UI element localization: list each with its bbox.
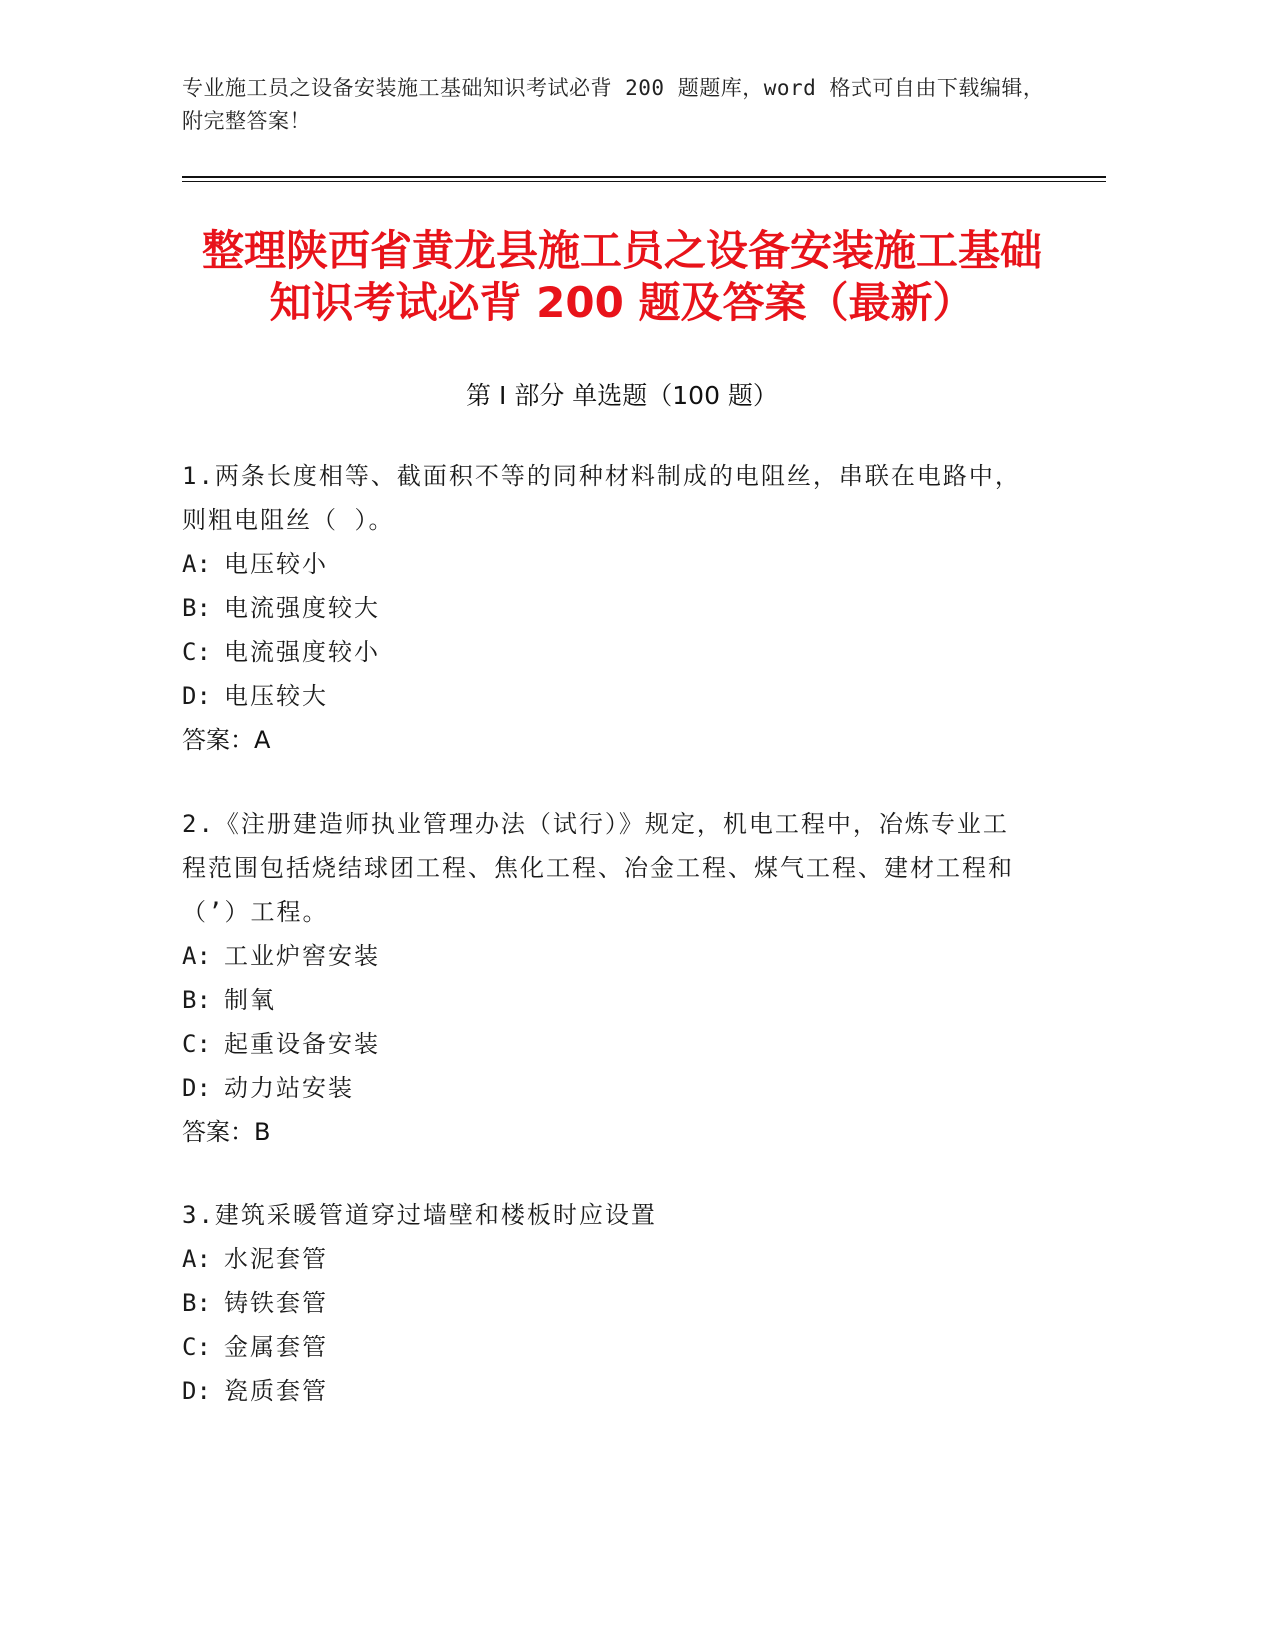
- answer: 答案：A: [182, 726, 271, 754]
- option-a: [182, 542, 1022, 586]
- option-d: [182, 1369, 1022, 1413]
- option-letter: B:: [182, 1289, 211, 1317]
- question-stem: 2.《注册建造师执业管理办法（试行）》规定，机电工程中，冶炼专业工程范围包括烧结球团工程、焦化工程、冶金工程、煤气工程、建材工程和（’）工程。: [182, 810, 1014, 926]
- option-b: [182, 978, 1022, 1022]
- option-text: 电压较大: [224, 682, 328, 710]
- header-divider-thin: [182, 181, 1106, 182]
- option-text: 工业炉窖安装: [224, 942, 380, 970]
- option-c: [182, 1325, 1022, 1369]
- option-letter: D:: [182, 1074, 211, 1102]
- question-stem: 1.两条长度相等、截面积不等的同种材料制成的电阻丝，串联在电路中，则粗电阻丝（ ）。: [182, 462, 1021, 534]
- option-letter: A:: [182, 550, 211, 578]
- option-letter: A:: [182, 942, 211, 970]
- option-text: 制氧: [224, 986, 276, 1014]
- option-text: 动力站安装: [224, 1074, 354, 1102]
- question-2: [182, 802, 1022, 1154]
- document-title: 整理陕西省黄龙县施工员之设备安装施工基础知识考试必背 200 题及答案（最新）: [201, 226, 1042, 327]
- option-letter: B:: [182, 594, 211, 622]
- option-text: 铸铁套管: [224, 1289, 328, 1317]
- option-letter: A:: [182, 1245, 211, 1273]
- option-d: [182, 1066, 1022, 1110]
- option-d: [182, 674, 1022, 718]
- option-letter: C:: [182, 1333, 211, 1361]
- option-b: [182, 586, 1022, 630]
- option-letter: D:: [182, 682, 211, 710]
- answer: 答案：B: [182, 1118, 271, 1146]
- header-note: 专业施工员之设备安装施工基础知识考试必背 200 题题库，word 格式可自由下载编辑，附完整答案！: [182, 76, 1045, 133]
- option-text: 瓷质套管: [224, 1377, 328, 1405]
- option-text: 电压较小: [224, 550, 328, 578]
- header-divider-thick: [182, 176, 1106, 178]
- option-letter: C:: [182, 1030, 211, 1058]
- option-letter: B:: [182, 986, 211, 1014]
- option-b: [182, 1281, 1022, 1325]
- section-title: 第 I 部分 单选题（100 题）: [466, 381, 778, 410]
- question-1: [182, 454, 1022, 762]
- option-text: 水泥套管: [224, 1245, 328, 1273]
- option-text: 起重设备安装: [224, 1030, 380, 1058]
- option-c: [182, 1022, 1022, 1066]
- question-stem: 3.建筑采暖管道穿过墙壁和楼板时应设置: [182, 1201, 657, 1229]
- option-c: [182, 630, 1022, 674]
- option-text: 金属套管: [224, 1333, 328, 1361]
- option-a: [182, 934, 1022, 978]
- option-letter: D:: [182, 1377, 211, 1405]
- option-a: [182, 1237, 1022, 1281]
- option-text: 电流强度较小: [224, 638, 380, 666]
- option-text: 电流强度较大: [224, 594, 380, 622]
- question-3: [182, 1193, 1022, 1413]
- option-letter: C:: [182, 638, 211, 666]
